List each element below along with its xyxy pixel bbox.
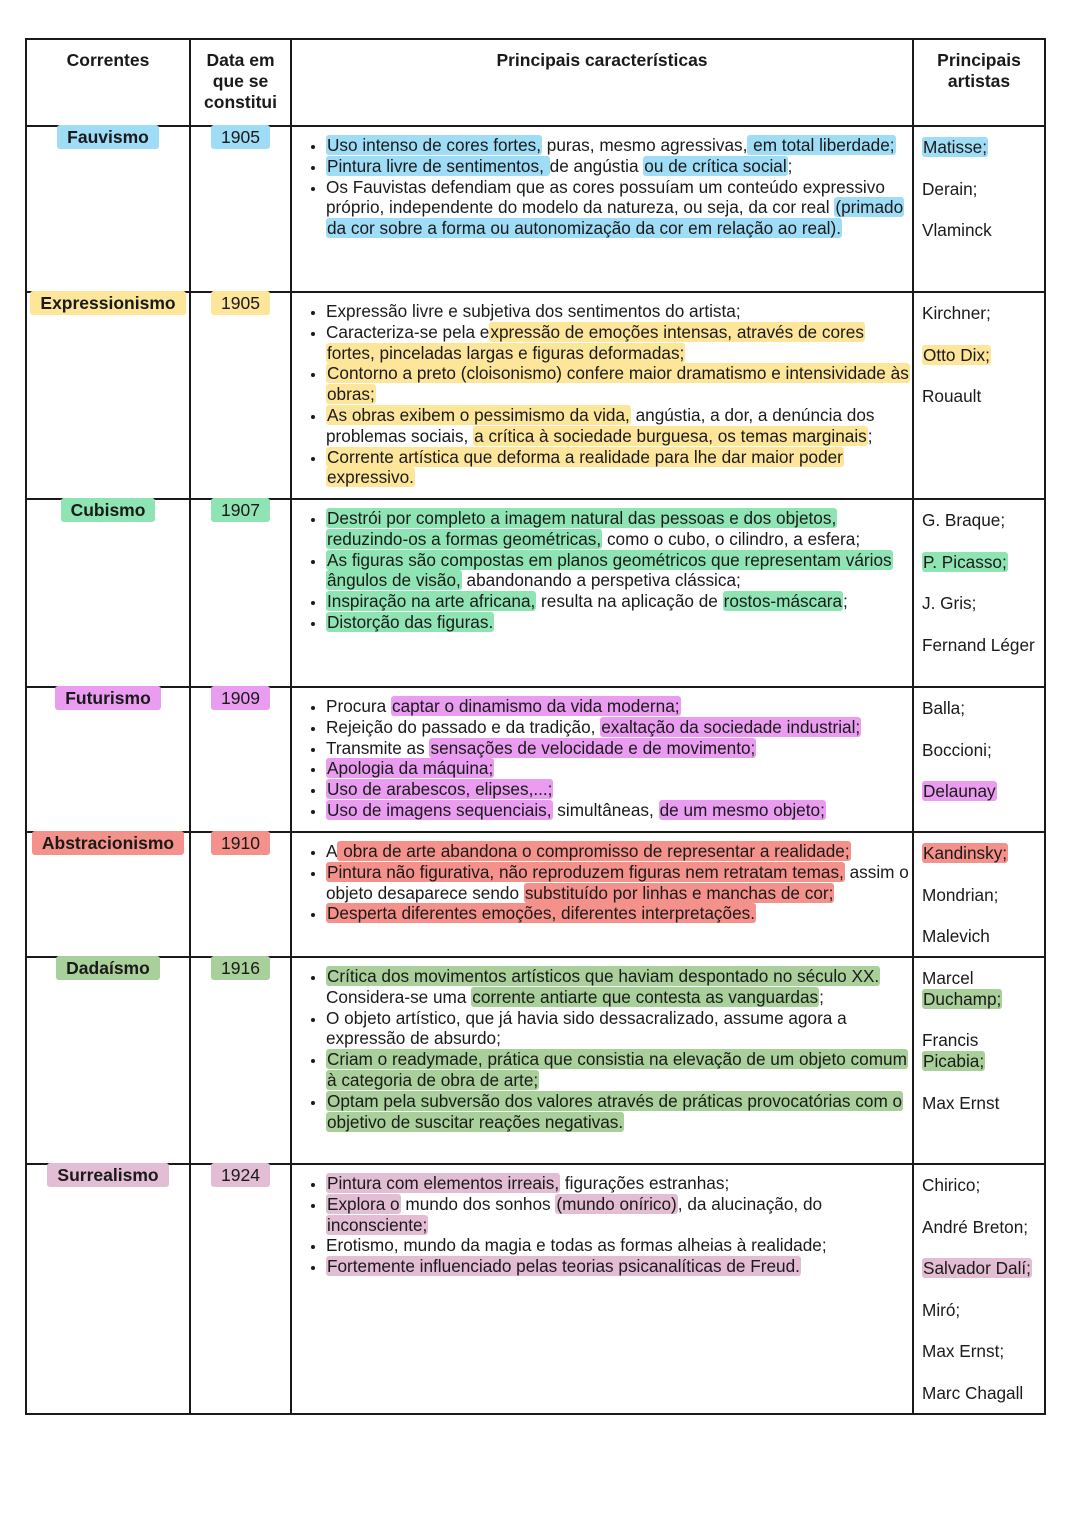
characteristic-item <box>326 508 912 550</box>
table-row <box>26 1164 1045 1414</box>
artist-entry <box>922 885 1044 906</box>
plain-text: Expressão livre e subjetiva dos sentimentos do artista; <box>326 301 741 321</box>
header-movement: Correntes <box>26 39 190 126</box>
artist-entry <box>922 593 1044 614</box>
artist-entry <box>922 345 1044 366</box>
plain-text: A <box>326 841 338 861</box>
movement-year: 1907 <box>211 498 270 522</box>
characteristics-list <box>292 696 912 821</box>
characteristic-item <box>326 405 912 447</box>
artist-entry <box>922 1258 1044 1279</box>
artist-entry <box>922 698 1044 719</box>
plain-text: angústia, a dor, a denúncia dos problemas sociais, <box>326 404 875 446</box>
characteristic-item <box>326 862 912 904</box>
highlighted-text: Contorno a preto (cloisonismo) confere maior dramatismo e intensividade às obras; <box>327 363 909 405</box>
movement-cell <box>26 499 190 687</box>
highlighted-text: Destrói por completo a imagem natural das pessoas e dos objetos, reduzindo-os a formas geométricas, <box>327 508 837 549</box>
year-cell <box>190 1164 291 1414</box>
characteristic-item <box>326 841 912 862</box>
plain-text: abandonando a perspetiva clássica; <box>461 570 741 591</box>
artist-name: André Breton; <box>922 1216 1029 1237</box>
table-row <box>26 832 1045 957</box>
movement-cell <box>26 1164 190 1414</box>
movement-name: Abstracionismo <box>32 831 184 855</box>
movement-name: Fauvismo <box>57 125 159 149</box>
characteristics-list <box>292 135 912 239</box>
artist-name: Max Ernst <box>922 1092 1000 1113</box>
artists-cell <box>913 126 1045 292</box>
characteristic-item <box>326 717 912 738</box>
plain-text: Rejeição do passado e da tradição, <box>326 716 601 737</box>
highlighted-text: corrente antiarte que contesta as vanguardas <box>472 986 819 1007</box>
artist-entry <box>922 510 1044 531</box>
plain-text: Erotismo, mundo da magia e todas as formas alheias à realidade; <box>326 1235 827 1256</box>
artist-name: Max Ernst; <box>922 1341 1005 1362</box>
highlighted-text: Explora o <box>327 1193 400 1214</box>
year-cell <box>190 957 291 1164</box>
artist-name: J. Gris; <box>922 593 977 614</box>
characteristics-list <box>292 508 912 633</box>
highlighted-text: substituído por linhas e manchas de cor; <box>524 882 834 903</box>
characteristic-item <box>326 301 912 322</box>
plain-text: Transmite as <box>326 737 430 758</box>
characteristic-item <box>326 363 912 405</box>
movement-year: 1916 <box>211 956 270 980</box>
artist-entry <box>922 1093 1044 1114</box>
movement-year: 1924 <box>211 1163 270 1187</box>
plain-text: , da alucinação, do <box>677 1193 823 1214</box>
artist-name: Vlaminck <box>922 220 992 241</box>
plain-text: mundo dos sonhos <box>400 1193 556 1214</box>
highlighted-text: xpressão de emoções intensas, através de cores fortes, pinceladas largas e figuras deformadas; <box>327 321 864 363</box>
header-date: Data em que se constitui <box>190 39 291 126</box>
highlighted-text: exaltação da sociedade industrial; <box>601 716 861 737</box>
characteristic-item <box>326 1235 912 1256</box>
artist-name: Delaunay <box>923 781 996 802</box>
artist-name: Fernand Léger <box>922 634 1035 655</box>
artist-entry <box>922 1175 1044 1196</box>
characteristic-item <box>326 612 912 633</box>
characteristic-item <box>326 779 912 800</box>
artist-entry <box>922 926 1044 947</box>
movement-year: 1909 <box>211 686 270 710</box>
header-characteristics: Principais características <box>291 39 913 126</box>
characteristics-list <box>292 1173 912 1277</box>
movement-year: 1905 <box>211 125 270 149</box>
characteristics-list <box>292 841 912 924</box>
artist-name: Kandinsky; <box>923 843 1008 863</box>
highlighted-text: a crítica à sociedade burguesa, os temas marginais <box>474 425 867 446</box>
artists-cell <box>913 687 1045 832</box>
artist-name: Derain; <box>922 178 978 199</box>
highlighted-text: em total liberdade; <box>748 135 895 155</box>
plain-text: puras, mesmo agressivas, <box>542 135 748 155</box>
artist-name: Otto Dix; <box>923 344 990 365</box>
year-cell <box>190 499 291 687</box>
artist-name: Mondrian; <box>922 884 999 905</box>
characteristic-item <box>326 903 912 924</box>
highlighted-text: captar o dinamismo da vida moderna; <box>391 696 680 716</box>
artist-entry <box>922 968 1044 1010</box>
year-cell <box>190 292 291 499</box>
highlighted-text: (primado da cor sobre a forma ou autonomização da cor em relação ao real). <box>327 197 904 239</box>
highlighted-text: Desperta diferentes emoções, diferentes interpretações. <box>327 903 756 924</box>
artists-cell <box>913 1164 1045 1414</box>
year-cell <box>190 832 291 957</box>
highlighted-text: obra de arte abandona o compromisso de representar a realidade; <box>338 841 850 861</box>
characteristic-item <box>326 1256 912 1277</box>
characteristic-item <box>326 322 912 364</box>
header-artists: Principais artistas <box>913 39 1045 126</box>
artist-name: Kirchner; <box>922 303 991 323</box>
plain-text: Caracteriza-se pela e <box>326 321 490 342</box>
artist-name: G. Braque; <box>922 510 1006 530</box>
characteristics-cell <box>291 832 913 957</box>
characteristic-item <box>326 696 912 717</box>
movement-cell <box>26 126 190 292</box>
highlighted-text: Inspiração na arte africana, <box>327 591 536 612</box>
movement-year: 1910 <box>211 831 270 855</box>
highlighted-text: As figuras são compostas em planos geométricos que representam vários ângulos de visão, <box>327 549 892 591</box>
artist-name: Boccioni; <box>922 739 992 760</box>
characteristics-cell <box>291 1164 913 1414</box>
highlighted-text: Criam o readymade, prática que consistia na elevação de um objeto comum à categoria de obra de arte; <box>327 1049 907 1090</box>
artist-name: Picabia; <box>923 1051 985 1072</box>
plain-text: Considera-se uma <box>326 986 472 1007</box>
artist-name: Matisse; <box>923 137 987 157</box>
plain-text: de angústia <box>549 155 644 176</box>
characteristics-cell <box>291 499 913 687</box>
artist-entry <box>922 1030 1044 1072</box>
artists-cell <box>913 499 1045 687</box>
characteristics-cell <box>291 126 913 292</box>
movement-cell <box>26 832 190 957</box>
table-row <box>26 957 1045 1164</box>
movement-cell <box>26 292 190 499</box>
plain-text: ; <box>787 155 793 176</box>
artist-name: P. Picasso; <box>923 551 1007 572</box>
artist-name: Balla; <box>922 698 965 718</box>
artists-cell <box>913 832 1045 957</box>
characteristics-list <box>292 966 912 1132</box>
highlighted-text: Uso intenso de cores fortes, <box>327 135 541 155</box>
artist-name: Marcel <box>922 968 974 988</box>
artist-entry <box>922 1300 1044 1321</box>
artist-name: Francis <box>922 1030 979 1051</box>
table-row <box>26 126 1045 292</box>
artist-name: Miró; <box>922 1299 961 1320</box>
highlighted-text: Fortemente influenciado pelas teorias psicanalíticas de Freud. <box>327 1256 800 1277</box>
plain-text: figurações estranhas; <box>560 1173 730 1193</box>
plain-text: resulta na aplicação de <box>536 591 723 612</box>
highlighted-text: Pintura com elementos irreais, <box>327 1173 560 1193</box>
artist-entry <box>922 386 1044 407</box>
highlighted-text: Corrente artística que deforma a realidade para lhe dar maior poder expressivo. <box>327 446 843 488</box>
artist-entry <box>922 1217 1044 1238</box>
characteristic-item <box>326 1049 912 1091</box>
movement-cell <box>26 687 190 832</box>
artist-entry <box>922 781 1044 802</box>
plain-text: como o cubo, o cilindro, a esfera; <box>602 528 861 549</box>
characteristic-item <box>326 800 912 821</box>
plain-text: assim o objeto desaparece sendo <box>326 861 909 903</box>
artist-name: Malevich <box>922 926 990 947</box>
highlighted-text: As obras exibem o pessimismo da vida, <box>327 404 630 425</box>
movement-name: Surrealismo <box>47 1163 168 1187</box>
plain-text: Os Fauvistas defendiam que as cores possuíam um conteúdo expressivo próprio, independente do modelo da natureza, ou seja, da cor real <box>326 176 885 218</box>
characteristic-item <box>326 1008 912 1050</box>
highlighted-text: Optam pela subversão dos valores através de práticas provocatórias com o objetivo de suscitar reações negativas. <box>327 1090 903 1132</box>
characteristic-item <box>326 1173 912 1194</box>
artists-cell <box>913 292 1045 499</box>
characteristics-cell <box>291 687 913 832</box>
art-movements-table <box>25 38 1046 1415</box>
movement-name: Dadaísmo <box>56 956 160 980</box>
artist-entry <box>922 843 1044 864</box>
characteristic-item <box>326 550 912 592</box>
highlighted-text: Uso de arabescos, elipses,...; <box>327 779 553 800</box>
characteristic-item <box>326 591 912 612</box>
highlighted-text: inconsciente; <box>327 1214 428 1235</box>
movement-cell <box>26 957 190 1164</box>
artist-entry <box>922 303 1044 324</box>
highlighted-text: de um mesmo objeto; <box>659 799 825 820</box>
movement-year: 1905 <box>211 291 270 315</box>
characteristic-item <box>326 1091 912 1133</box>
movement-name: Futurismo <box>55 686 161 710</box>
highlighted-text: rostos-máscara <box>723 591 843 612</box>
highlighted-text: Apologia da máquina; <box>327 758 494 779</box>
highlighted-text: ou de crítica social <box>644 155 787 176</box>
artist-name: Salvador Dalí; <box>923 1258 1031 1279</box>
artist-entry <box>922 1383 1044 1404</box>
characteristic-item <box>326 135 912 156</box>
characteristics-cell <box>291 292 913 499</box>
table-row <box>26 499 1045 687</box>
artists-cell <box>913 957 1045 1164</box>
table-row <box>26 292 1045 499</box>
plain-text: ; <box>819 986 824 1007</box>
movement-name: Cubismo <box>61 498 156 522</box>
plain-text: O objeto artístico, que já havia sido dessacralizado, assume agora a expressão de absurdo; <box>326 1007 847 1049</box>
artist-name: Chirico; <box>922 1175 981 1195</box>
artist-entry <box>922 740 1044 761</box>
highlighted-text: sensações de velocidade e de movimento; <box>430 737 756 758</box>
highlighted-text: Pintura livre de sentimentos, <box>327 155 549 176</box>
characteristic-item <box>326 738 912 759</box>
highlighted-text: Pintura não figurativa, não reproduzem figuras nem retratam temas, <box>327 861 844 882</box>
plain-text: ; <box>867 425 873 446</box>
artist-entry <box>922 552 1044 573</box>
header-row <box>26 39 1045 126</box>
movement-name: Expressionismo <box>30 291 185 315</box>
highlighted-text: Uso de imagens sequenciais, <box>327 799 552 820</box>
characteristic-item <box>326 447 912 489</box>
highlighted-text: Crítica dos movimentos artísticos que haviam despontado no século XX. <box>327 966 880 986</box>
artist-entry <box>922 635 1044 656</box>
artist-name: Rouault <box>922 386 982 407</box>
characteristic-item <box>326 177 912 239</box>
year-cell <box>190 687 291 832</box>
characteristic-item <box>326 758 912 779</box>
highlighted-text: Distorção das figuras. <box>327 611 494 632</box>
characteristics-cell <box>291 957 913 1164</box>
characteristic-item <box>326 966 912 1008</box>
artist-name: Marc Chagall <box>922 1382 1024 1403</box>
highlighted-text: (mundo onírico) <box>556 1193 677 1214</box>
characteristic-item <box>326 1194 912 1236</box>
artist-entry <box>922 179 1044 200</box>
plain-text: ; <box>843 591 848 612</box>
plain-text: simultâneas, <box>552 799 659 820</box>
artist-entry <box>922 137 1044 158</box>
artist-entry <box>922 1341 1044 1362</box>
artist-name: Duchamp; <box>923 988 1002 1009</box>
artist-entry <box>922 220 1044 241</box>
characteristic-item <box>326 156 912 177</box>
characteristics-list <box>292 301 912 488</box>
table-row <box>26 687 1045 832</box>
year-cell <box>190 126 291 292</box>
plain-text: Procura <box>326 696 391 716</box>
table-body <box>26 126 1045 1414</box>
